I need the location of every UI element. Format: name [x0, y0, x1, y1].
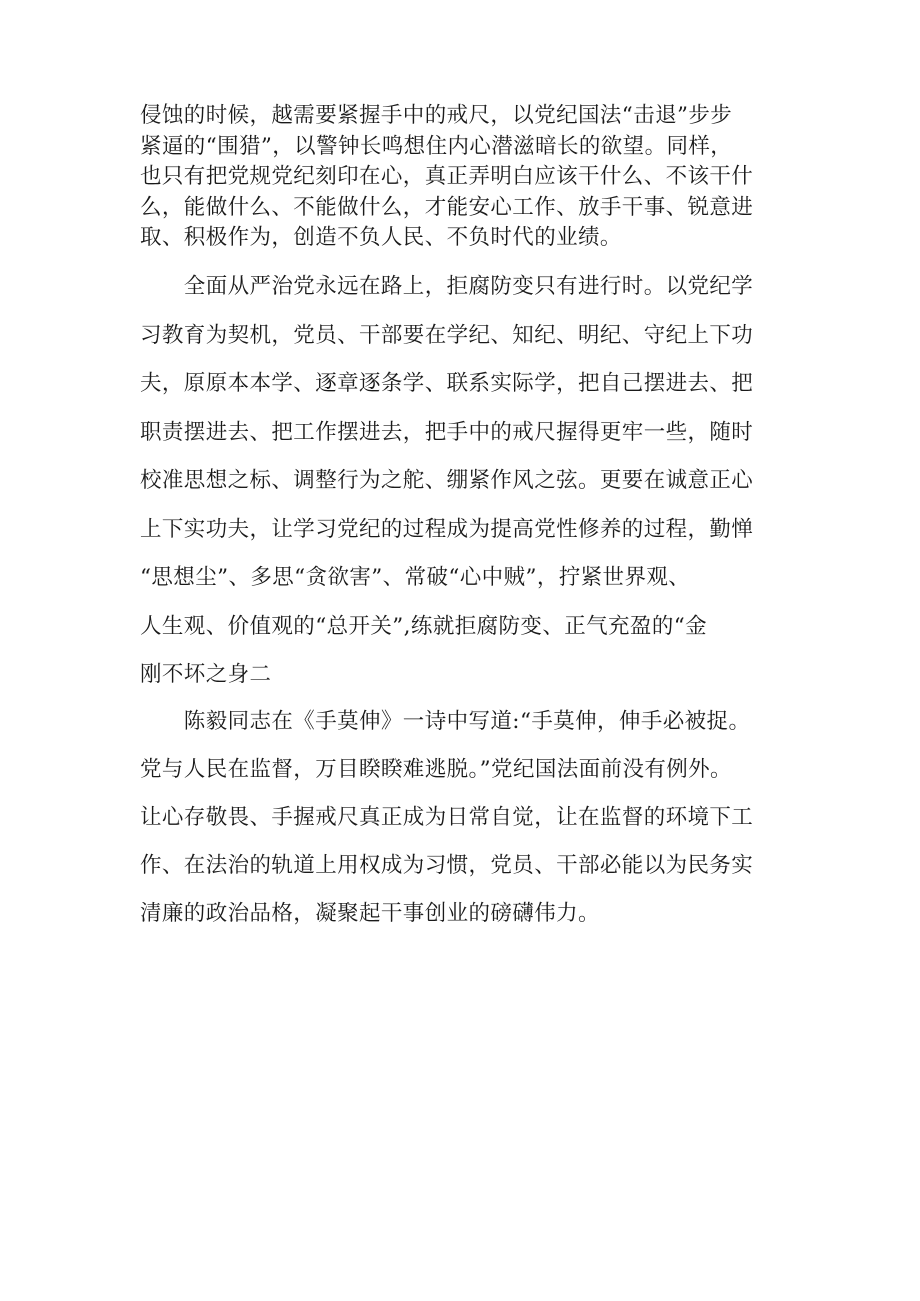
- text-line: 刚不坏之身二: [140, 662, 272, 687]
- text-line: 上下实功夫，让学习党纪的过程成为提高党性修养的过程，勤惮: [140, 516, 754, 542]
- text-line: 人生观、价值观的“总开关”,练就拒腐防变、正气充盈的“金: [140, 613, 708, 639]
- text-line: 夫，原原本本学、逐章逐条学、联系实际学，把自己摆进去、把: [140, 371, 754, 396]
- text-line: 习教育为契机，党员、干部要在学纪、知纪、明纪、守纪上下功: [140, 322, 754, 348]
- text-line: 作、在法治的轨道上用权成为习惯，党员、干部必能以为民务实: [140, 853, 754, 878]
- text-line: 也只有把党规党纪刻印在心，真正弄明白应该干什么、不该干什: [140, 164, 754, 189]
- text-line: 侵蚀的时候，越需要紧握手中的戒尺，以党纪国法“击退”步步: [140, 103, 733, 128]
- text-line: 职责摆进去、把工作摆进去，把手中的戒尺握得更牢一些，随时: [140, 419, 754, 445]
- text-line: 取、积极作为，创造不负人民、不负时代的业绩。: [140, 225, 622, 250]
- text-line: 清廉的政治品格，凝聚起干事创业的磅礴伟力。: [140, 901, 600, 926]
- text-line: 党与人民在监督，万目睽睽难逃脱。”党纪国法面前没有例外。: [140, 757, 732, 782]
- paragraph-2: [140, 263, 790, 700]
- text-line: 全面从严治党永远在路上，拒腐防变只有进行时。以党纪学: [140, 274, 754, 299]
- paragraph-3: [140, 698, 790, 938]
- text-line: 让心存敬畏、手握戒尺真正成为日常自觉，让在监督的环境下工: [140, 805, 754, 830]
- text-line: 么，能做什么、不能做什么，才能安心工作、放手干事、锐意进: [140, 194, 754, 220]
- text-line: 紧逼的“围猎”，以警钟长鸣想住内心潜滋暗长的欲望。同样，: [140, 133, 733, 159]
- text-line: 陈毅同志在《手莫伸》一诗中写道:“手莫伸，伸手必被捉。: [140, 709, 751, 734]
- text-line: 校准思想之标、调整行为之舵、绷紧作风之弦。更要在诚意正心: [140, 468, 754, 493]
- text-line: “思想尘”、多思“贪欲害”、常破“心中贼”，拧紧世界观、: [140, 565, 691, 590]
- paragraph-1: [140, 101, 790, 254]
